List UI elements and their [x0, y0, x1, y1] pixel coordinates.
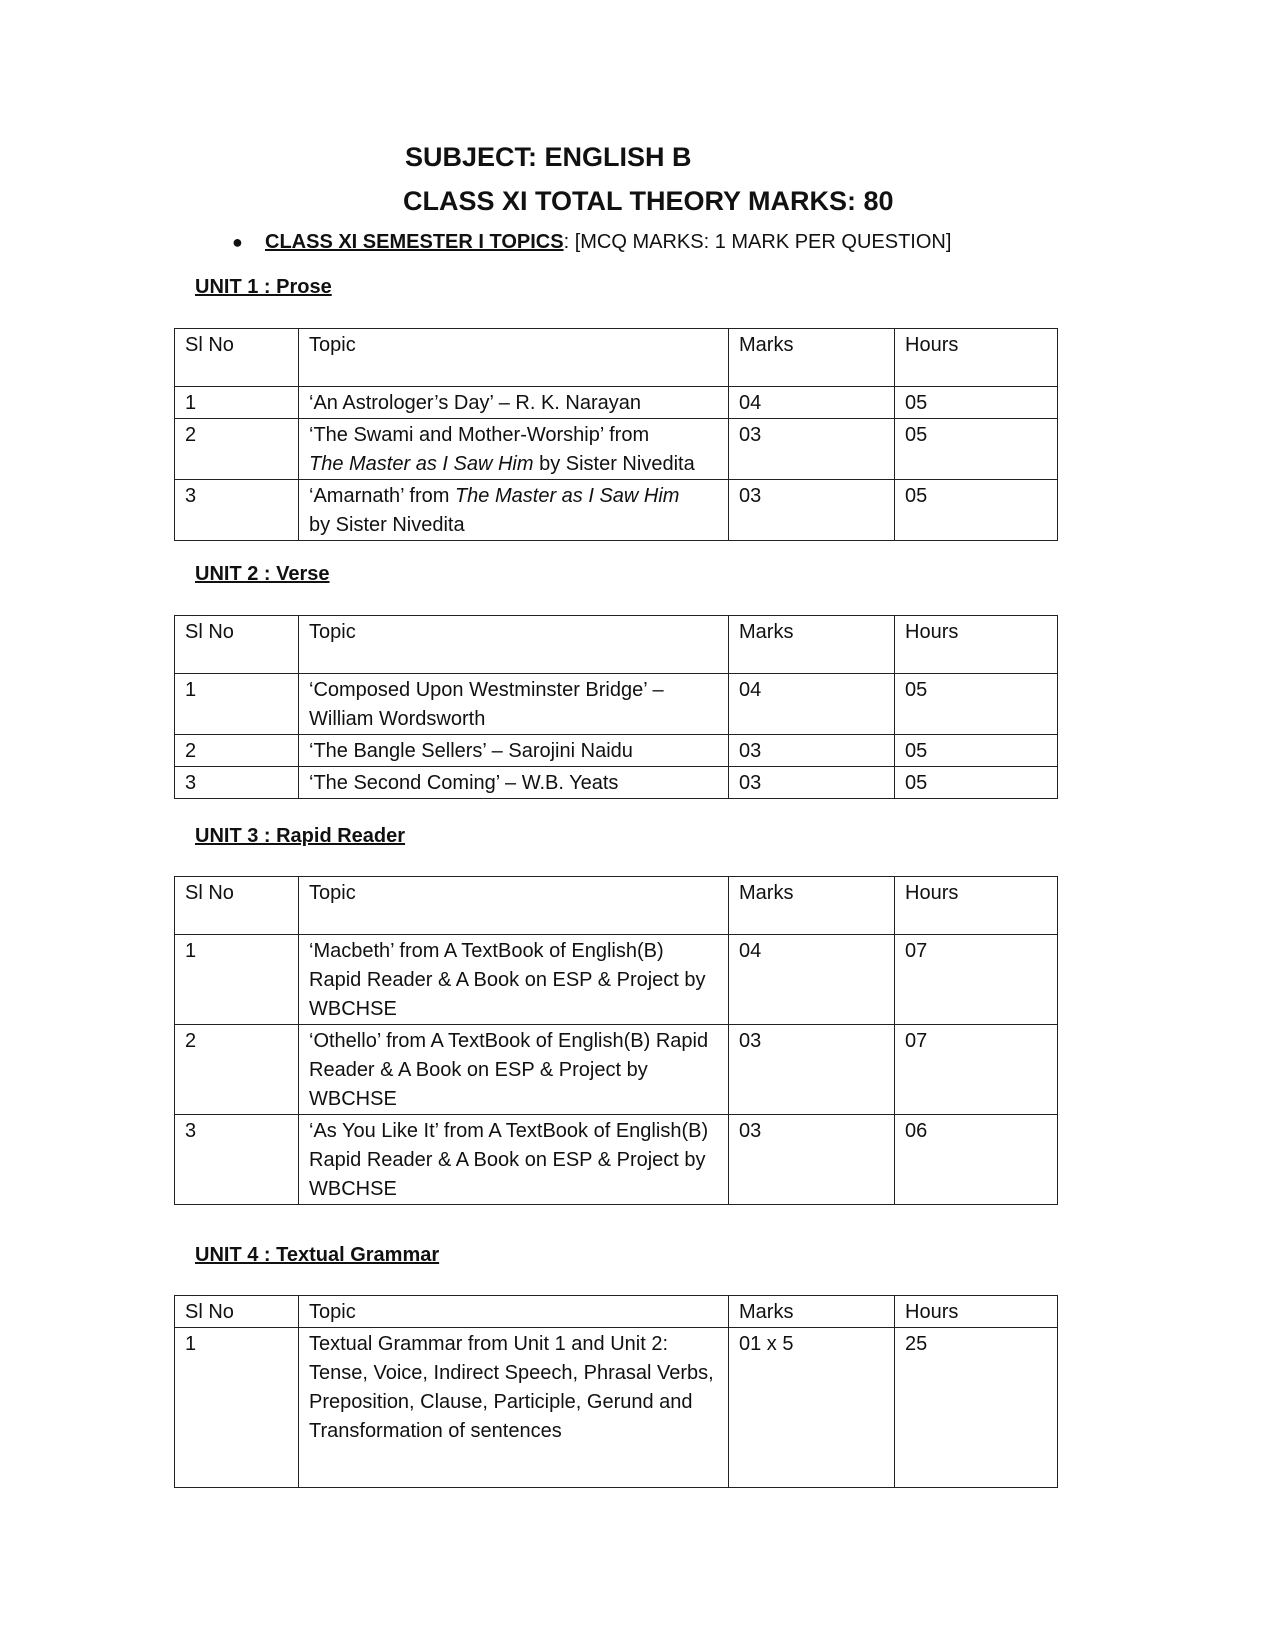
cell-topic: ‘The Bangle Sellers’ – Sarojini Naidu — [299, 735, 729, 767]
table-header-row — [175, 877, 1058, 935]
cell-hours: 07 — [895, 935, 1058, 1025]
cell-sl: 2 — [175, 1025, 299, 1115]
topic-author: by Sister Nivedita — [309, 514, 465, 536]
topic-author: by Sister Nivedita — [533, 453, 695, 475]
cell-sl: 1 — [175, 935, 299, 1025]
table-row — [175, 674, 1058, 735]
unit-4-heading: UNIT 4 : Textual Grammar — [195, 1244, 440, 1266]
table-row — [175, 935, 1058, 1025]
unit-4-table — [174, 1295, 1058, 1488]
cell-topic: Textual Grammar from Unit 1 and Unit 2: Tense, Voice, Indirect Speech, Phrasal Verbs, Preposition, Clause, Participle, Gerund and Transformation of sentences — [299, 1328, 729, 1488]
col-topic-header: Topic — [299, 877, 729, 935]
topic-book-title: The Master as I Saw Him — [454, 485, 680, 507]
col-sl-header: Sl No — [175, 329, 299, 387]
unit-1-table — [174, 328, 1058, 541]
unit-1-heading: UNIT 1 : Prose — [195, 276, 332, 298]
cell-topic — [299, 480, 729, 541]
cell-marks: 03 — [729, 1025, 895, 1115]
table-row — [175, 735, 1058, 767]
cell-marks: 04 — [729, 674, 895, 735]
cell-marks: 03 — [729, 419, 895, 480]
col-hours-header: Hours — [895, 1296, 1058, 1328]
table-header-row — [175, 1296, 1058, 1328]
cell-topic: ‘Composed Upon Westminster Bridge’ – William Wordsworth — [299, 674, 729, 735]
class-marks-title: CLASS XI TOTAL THEORY MARKS: 80 — [403, 186, 894, 216]
table-header-row — [175, 616, 1058, 674]
table-row — [175, 1115, 1058, 1205]
cell-marks: 03 — [729, 480, 895, 541]
table-row — [175, 419, 1058, 480]
col-marks-header: Marks — [729, 1296, 895, 1328]
semester-label: CLASS XI SEMESTER I TOPICS — [265, 231, 564, 253]
topic-text: ‘Amarnath’ from — [309, 485, 455, 507]
cell-hours: 07 — [895, 1025, 1058, 1115]
cell-hours: 05 — [895, 387, 1058, 419]
bullet-icon: ● — [232, 232, 243, 252]
cell-marks: 03 — [729, 767, 895, 799]
col-marks-header: Marks — [729, 329, 895, 387]
cell-topic: ‘An Astrologer’s Day’ – R. K. Narayan — [299, 387, 729, 419]
cell-hours: 05 — [895, 419, 1058, 480]
semester-suffix: : [MCQ MARKS: 1 MARK PER QUESTION] — [563, 231, 952, 253]
table-row — [175, 387, 1058, 419]
unit-2-heading: UNIT 2 : Verse — [195, 563, 330, 585]
cell-hours: 05 — [895, 480, 1058, 541]
col-topic-header: Topic — [299, 616, 729, 674]
cell-topic: ‘The Second Coming’ – W.B. Yeats — [299, 767, 729, 799]
col-hours-header: Hours — [895, 877, 1058, 935]
cell-topic: ‘As You Like It’ from A TextBook of English(B) Rapid Reader & A Book on ESP & Project by WBCHSE — [299, 1115, 729, 1205]
cell-hours: 05 — [895, 767, 1058, 799]
cell-sl: 2 — [175, 419, 299, 480]
topic-book-title: The Master as I Saw Him — [309, 453, 534, 475]
topic-text: ‘The Swami and Mother-Worship’ from — [309, 424, 650, 446]
col-hours-header: Hours — [895, 616, 1058, 674]
cell-hours: 05 — [895, 735, 1058, 767]
col-hours-header: Hours — [895, 329, 1058, 387]
table-row — [175, 1328, 1058, 1488]
cell-sl: 2 — [175, 735, 299, 767]
col-sl-header: Sl No — [175, 1296, 299, 1328]
semester-topics-line — [232, 231, 951, 254]
cell-sl: 3 — [175, 767, 299, 799]
cell-sl: 3 — [175, 1115, 299, 1205]
cell-sl: 1 — [175, 1328, 299, 1488]
cell-hours: 25 — [895, 1328, 1058, 1488]
table-row — [175, 767, 1058, 799]
cell-marks: 01 x 5 — [729, 1328, 895, 1488]
table-row — [175, 1025, 1058, 1115]
cell-topic: ‘Othello’ from A TextBook of English(B) Rapid Reader & A Book on ESP & Project by WBCHSE — [299, 1025, 729, 1115]
unit-3-heading: UNIT 3 : Rapid Reader — [195, 825, 406, 847]
cell-hours: 05 — [895, 674, 1058, 735]
cell-sl: 1 — [175, 387, 299, 419]
cell-marks: 04 — [729, 935, 895, 1025]
col-topic-header: Topic — [299, 1296, 729, 1328]
col-topic-header: Topic — [299, 329, 729, 387]
table-header-row — [175, 329, 1058, 387]
cell-sl: 3 — [175, 480, 299, 541]
cell-marks: 03 — [729, 1115, 895, 1205]
cell-topic — [299, 419, 729, 480]
subject-title: SUBJECT: ENGLISH B — [405, 142, 692, 172]
cell-marks: 03 — [729, 735, 895, 767]
cell-hours: 06 — [895, 1115, 1058, 1205]
col-sl-header: Sl No — [175, 877, 299, 935]
unit-3-table — [174, 876, 1058, 1205]
col-marks-header: Marks — [729, 616, 895, 674]
table-row — [175, 480, 1058, 541]
cell-topic: ‘Macbeth’ from A TextBook of English(B) Rapid Reader & A Book on ESP & Project by WBCHSE — [299, 935, 729, 1025]
cell-marks: 04 — [729, 387, 895, 419]
cell-sl: 1 — [175, 674, 299, 735]
unit-2-table — [174, 615, 1058, 799]
col-sl-header: Sl No — [175, 616, 299, 674]
col-marks-header: Marks — [729, 877, 895, 935]
